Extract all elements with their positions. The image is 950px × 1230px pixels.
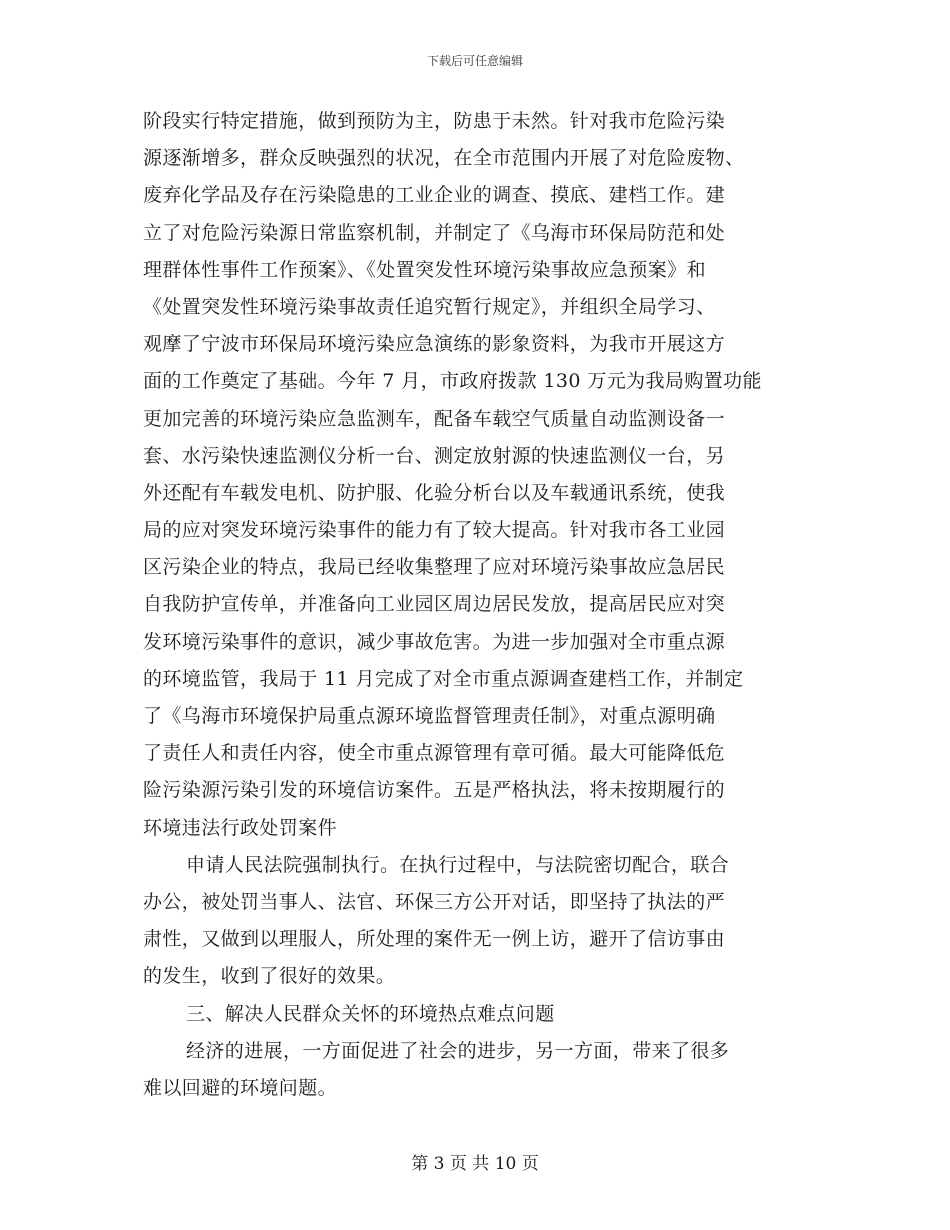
- text-line: 外还配有车载发电机、防护服、化验分析台以及车载通讯系统，使我: [143, 481, 726, 504]
- text-line: 险污染源污染引发的环境信访案件。五是严格执法，将未按期履行的: [143, 779, 726, 802]
- section-heading: 三、解决人民群众关怀的环境热点难点问题: [186, 1002, 555, 1025]
- text-line: 区污染企业的特点，我局已经收集整理了应对环境污染事故应急居民: [143, 556, 726, 579]
- text-line: 申请人民法院强制执行。在执行过程中，与法院密切配合，联合: [186, 853, 730, 876]
- text-line: 源逐渐增多，群众反映强烈的状况，在全市范围内开展了对危险废物、: [143, 147, 745, 170]
- text-line: 观摩了宁波市环保局环境污染应急演练的影象资料，为我市开展这方: [143, 333, 726, 356]
- text-line: 阶段实行特定措施，做到预防为主，防患于未然。针对我市危险污染: [143, 110, 726, 132]
- text-line: 更加完善的环境污染应急监测车，配备车载空气质量自动监测设备一: [143, 407, 726, 430]
- text-line: 废弃化学品及存在污染隐患的工业企业的调查、摸底、建档工作。建: [143, 184, 726, 207]
- text-line: 的发生，收到了很好的效果。: [143, 965, 396, 988]
- document-body: [143, 103, 811, 1107]
- text-line: 《处置突发性环境污染事故责任追究暂行规定》，并组织全局学习、: [143, 295, 716, 318]
- text-line: 环境违法行政处罚案件: [143, 816, 338, 839]
- text-line: 面的工作奠定了基础。今年 7 月，市政府拨款 130 万元为我局购置功能: [143, 370, 762, 393]
- text-line: 发环境污染事件的意识，减少事故危害。为进一步加强对全市重点源: [143, 630, 726, 653]
- text-line: 经济的进展，一方面促进了社会的进步，另一方面，带来了很多: [186, 1039, 730, 1062]
- text-line: 的环境监管，我局于 11 月完成了对全市重点源调查建档工作，并制定: [143, 667, 744, 690]
- text-line: 自我防护宣传单，并准备向工业园区周边居民发放，提高居民应对突: [143, 593, 726, 616]
- page-header: 下载后可任意编辑: [426, 54, 523, 68]
- text-line: 套、水污染快速监测仪分析一台、测定放射源的快速监测仪一台，另: [143, 444, 726, 467]
- text-line: 理群体性事件工作预案》、《处置突发性环境污染事故应急预案》和: [143, 258, 707, 281]
- text-line: 立了对危险污染源日常监察机制，并制定了《乌海市环保局防范和处: [143, 221, 726, 244]
- text-line: 办公，被处罚当事人、法官、环保三方公开对话，即坚持了执法的严: [143, 890, 726, 913]
- text-line: 了责任人和责任内容，使全市重点源管理有章可循。最大可能降低危: [143, 742, 726, 765]
- text-line: 了《乌海市环境保护局重点源环境监督管理责任制》，对重点源明确: [143, 705, 716, 727]
- page-number: 第 3 页 共 10 页: [411, 1154, 539, 1174]
- text-line: 难以回避的环境问题。: [143, 1076, 338, 1099]
- text-line: 肃性，又做到以理服人，所处理的案件无一例上访，避开了信访事由: [143, 928, 726, 951]
- text-line: 局的应对突发环境污染事件的能力有了较大提高。针对我市各工业园: [143, 519, 726, 542]
